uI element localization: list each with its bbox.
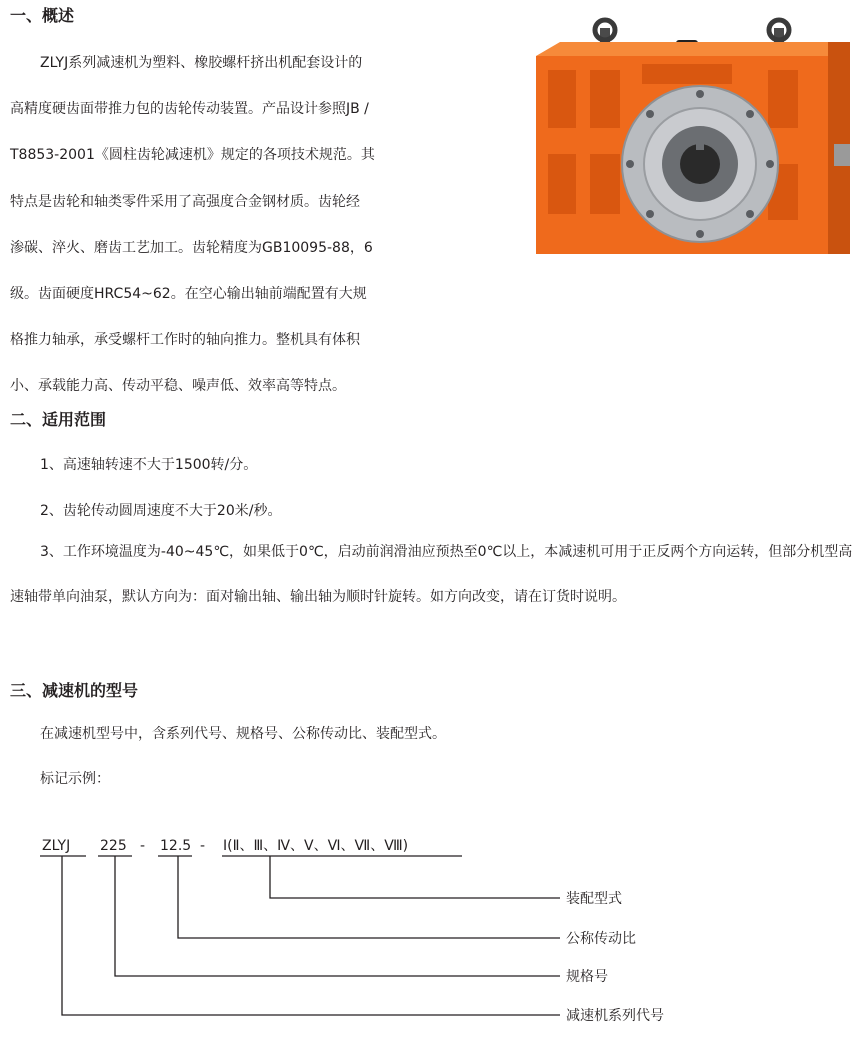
model-series-code: ZLYJ (42, 838, 71, 854)
model-assembly-code: Ⅰ(Ⅱ、Ⅲ、Ⅳ、Ⅴ、Ⅵ、Ⅶ、Ⅷ) (223, 838, 409, 854)
overview-line: ZLYJ系列减速机为塑料、橡胶螺杆挤出机配套设计的 (40, 55, 363, 71)
overview-line: 特点是齿轮和轴类零件采用了高强度合金钢材质。齿轮经 (10, 193, 360, 210)
section2-title: 二、适用范围 (10, 410, 107, 429)
section3-title: 三、减速机的型号 (10, 681, 139, 700)
model-separator: - (140, 838, 146, 854)
gearbox-image (528, 14, 858, 254)
section1-title: 一、概述 (10, 6, 75, 25)
scope-item-2: 2、齿轮传动圆周速度不大于20米/秒。 (40, 503, 282, 519)
scope-item-1: 1、高速轴转速不大于1500转/分。 (40, 457, 258, 473)
overview-line: 级。齿面硬度HRC54~62。在空心输出轴前端配置有大规 (10, 286, 367, 303)
legend-ratio: 公称传动比 (566, 931, 636, 947)
model-designation-diagram (0, 820, 865, 1052)
overview-line: 高精度硬齿面带推力包的齿轮传动装置。产品设计参照JB / (10, 101, 369, 118)
model-description: 在减速机型号中，含系列代号、规格号、公称传动比、装配型式。 (40, 726, 446, 742)
example-label: 标记示例： (40, 771, 110, 787)
scope-item-3: 3、工作环境温度为-40~45℃，如果低于0℃，启动前润滑油应预热至0℃以上，本减速机可用于正反两个方向运转，但部分机型高速轴带单向油泵，默认方向为：面对输出轴、输出轴为顺时针旋转。如方向改变，请在订货时说明。 (10, 544, 853, 605)
overview-paragraph (10, 40, 450, 410)
model-size-code: 225 (100, 838, 127, 854)
model-separator: - (200, 838, 206, 854)
overview-line: 格推力轴承，承受螺杆工作时的轴向推力。整机具有体积 (10, 332, 360, 349)
overview-line: T8853-2001《圆柱齿轮减速机》规定的各项技术规范。其 (10, 147, 375, 164)
legend-assembly: 装配型式 (566, 891, 622, 907)
overview-line: 小、承载能力高、传动平稳、噪声低、效率高等特点。 (10, 378, 346, 395)
overview-line: 渗碳、淬火、磨齿工艺加工。齿轮精度为GB10095-88，6 (10, 239, 373, 256)
model-ratio-code: 12.5 (160, 838, 192, 854)
legend-size: 规格号 (566, 969, 608, 985)
legend-series: 减速机系列代号 (566, 1008, 664, 1024)
